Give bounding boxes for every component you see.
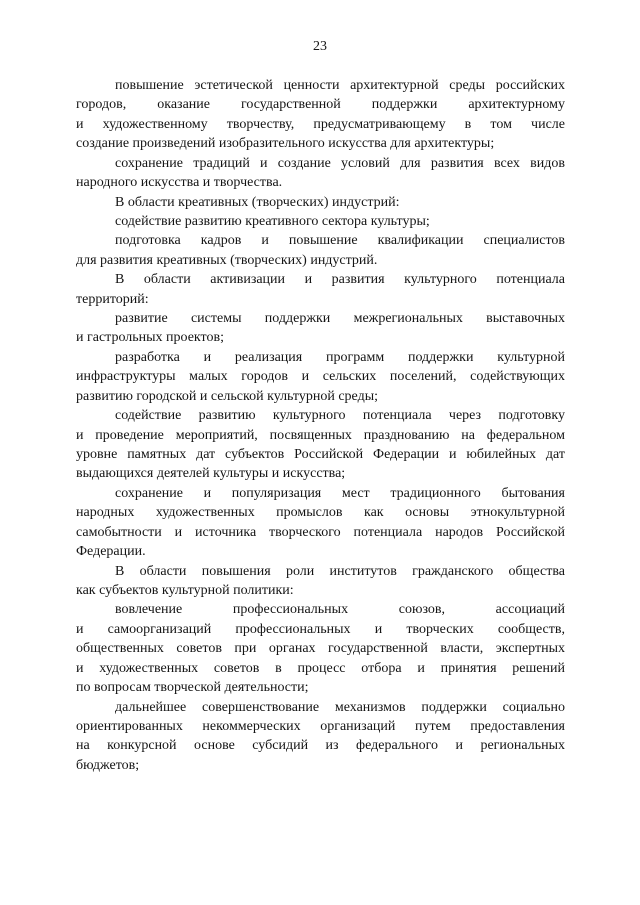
paragraph-line: уровне памятных дат субъектов Российской Федерации и юбилейных дат: [76, 447, 565, 463]
paragraph-line: выдающихся деятелей культуры и искусства;: [76, 466, 346, 482]
paragraph-line: инфраструктуры малых городов и сельских поселений, содействующих: [76, 369, 565, 385]
paragraph-line: народных художественных промыслов как основы этнокультурной: [76, 505, 565, 521]
paragraph-line: как субъектов культурной политики:: [76, 582, 294, 598]
paragraph-line: содействие развитию культурного потенциала через подготовку: [115, 408, 565, 424]
paragraph-line: городов, оказание государственной поддержки архитектурному: [76, 97, 565, 113]
paragraph-line: развитие системы поддержки межрегиональных выставочных: [115, 311, 565, 327]
paragraph-line: и художественному творчеству, предусматривающему в том числе: [76, 116, 565, 132]
paragraph-line: развитию городской и сельской культурной среды;: [76, 388, 378, 404]
paragraph: [76, 231, 565, 270]
paragraph-line: разработка и реализация программ поддержки культурной: [115, 349, 565, 365]
paragraph: [76, 484, 565, 562]
page-number: 23: [313, 39, 327, 54]
paragraph: [76, 212, 565, 231]
paragraph-line: В области повышения роли институтов гражданского общества: [115, 563, 565, 579]
paragraph-line: бюджетов;: [76, 757, 140, 773]
paragraph-line: и гастрольных проектов;: [76, 330, 224, 346]
paragraph-line: для развития креативных (творческих) индустрий.: [76, 252, 378, 268]
paragraph-line: В области креативных (творческих) индустрий:: [115, 194, 400, 210]
paragraph-line: народного искусства и творчества.: [76, 175, 283, 191]
section-heading-paragraph: [76, 562, 565, 601]
paragraph-line: повышение эстетической ценности архитектурной среды российских: [115, 78, 565, 93]
paragraph-line: вовлечение профессиональных союзов, ассоциаций: [115, 602, 565, 618]
paragraph: [76, 348, 565, 406]
paragraph-line: по вопросам творческой деятельности;: [76, 680, 309, 696]
paragraph-line: содействие развитию креативного сектора культуры;: [115, 213, 430, 229]
paragraph-line: создание произведений изобразительного искусства для архитектуры;: [76, 136, 495, 152]
paragraph-line: на конкурсной основе субсидий из федерального и региональных: [76, 738, 565, 754]
paragraph: [76, 309, 565, 348]
paragraph: [76, 154, 565, 193]
paragraph-line: сохранение традиций и создание условий для развития всех видов: [115, 155, 565, 171]
paragraph-line: и проведение мероприятий, посвященных празднованию на федеральном: [76, 427, 565, 443]
paragraph-line: и художественных советов в процесс отбора и принятия решений: [76, 660, 565, 676]
paragraph-line: ориентированных некоммерческих организаций путем предоставления: [76, 718, 565, 734]
paragraph-line: территорий:: [76, 291, 149, 307]
paragraph: [76, 76, 565, 154]
section-heading-paragraph: [76, 270, 565, 309]
paragraph: [76, 698, 565, 776]
paragraph-line: и самоорганизаций профессиональных и творческих сообществ,: [76, 621, 565, 637]
section-heading-paragraph: [76, 193, 565, 212]
paragraph-line: общественных советов при органах государственной власти, экспертных: [76, 641, 565, 657]
paragraph-line: самобытности и источника творческого потенциала народов Российской: [76, 524, 565, 540]
paragraph-line: Федерации.: [76, 544, 146, 560]
paragraph-line: В области активизации и развития культурного потенциала: [115, 272, 565, 288]
paragraph: [76, 406, 565, 484]
paragraph-line: сохранение и популяризация мест традиционного бытования: [115, 485, 565, 501]
paragraph-line: дальнейшее совершенствование механизмов поддержки социально: [115, 699, 565, 715]
paragraph: [76, 600, 565, 697]
paragraph-line: подготовка кадров и повышение квалификации специалистов: [115, 233, 565, 249]
body-text: [76, 76, 565, 775]
